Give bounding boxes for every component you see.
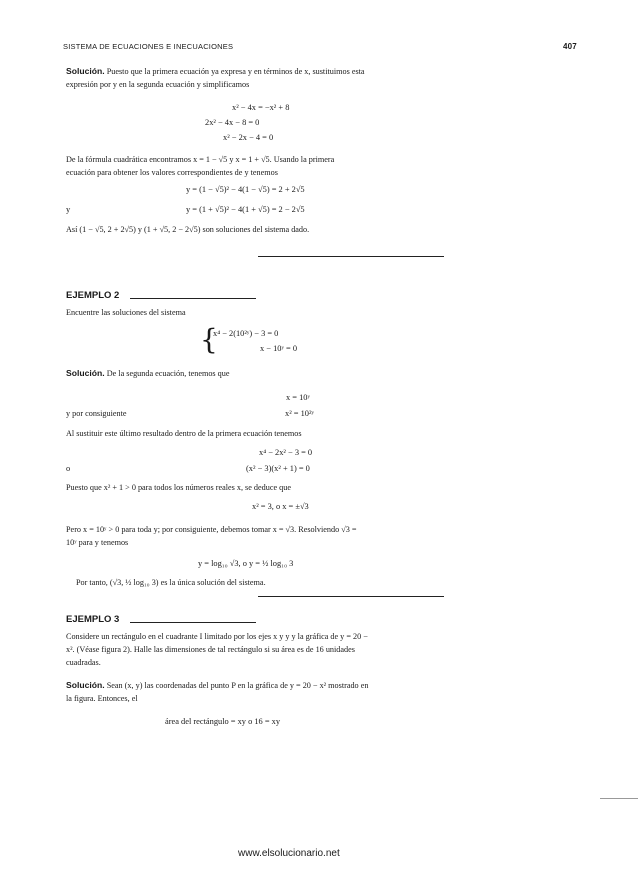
solution-label: Solución. (66, 66, 105, 76)
system-equation: x⁴ − 2(10²ʸ) − 3 = 0 (213, 329, 279, 338)
equation: x² − 2x − 4 = 0 (223, 133, 274, 142)
equation: área del rectángulo = xy o 16 = xy (165, 717, 281, 726)
paragraph-line: Al sustituir este último resultado dentro de la primera ecuación tenemos (66, 429, 302, 438)
equation: (x² − 3)(x² + 1) = 0 (246, 464, 310, 473)
solution-text: Sean (x, y) las coordenadas del punto P en la gráfica de y = 20 − x² mostrado en (106, 681, 369, 690)
example-heading: EJEMPLO 3 (66, 614, 120, 625)
system-equation: x − 10ʸ = 0 (260, 344, 298, 353)
conclusion-line: Así (1 − √5, 2 + 2√5) y (1 + √5, 2 − 2√5) son soluciones del sistema dado. (66, 225, 310, 234)
solution-paragraph-2 (66, 368, 229, 379)
paragraph-line: De la fórmula cuadrática encontramos x = 1 − √5 y x = 1 + √5. Usando la primera (66, 155, 335, 164)
paragraph-line: cuadradas. (66, 658, 101, 667)
solution-paragraph-3 (66, 680, 368, 691)
system-brace: { (200, 323, 218, 356)
page-number: 407 (563, 42, 577, 51)
solution-paragraph-1 (66, 66, 365, 77)
equation: x² − 4x = −x² + 8 (232, 103, 290, 112)
conclusion-line: Por tanto, (√3, ½ log₁₀ 3) es la única solución del sistema. (76, 578, 266, 587)
heading-rule (130, 622, 256, 623)
paragraph-line: Pero x = 10ʸ > 0 para toda y; por consiguiente, debemos tomar x = √3. Resolviendo √3 = (66, 525, 357, 534)
heading-rule (130, 298, 256, 299)
paragraph-line: 10ʸ para y tenemos (66, 538, 129, 547)
equation: x = 10ʸ (286, 393, 310, 402)
equation: x² = 10²ʸ (285, 409, 314, 418)
end-rule (258, 256, 444, 257)
example-heading: EJEMPLO 2 (66, 290, 120, 301)
equation: y = (1 + √5)² − 4(1 + √5) = 2 − 2√5 (186, 205, 305, 214)
end-rule (258, 596, 444, 597)
solution-label: Solución. (66, 680, 105, 690)
solution-text: Puesto que la primera ecuación ya expresa y en términos de x, sustituimos esta (106, 67, 365, 76)
solution-label: Solución. (66, 368, 105, 378)
running-header: SISTEMA DE ECUACIONES E INECUACIONES (63, 42, 234, 51)
equation: y = log₁₀ √3, o y = ½ log₁₀ 3 (198, 559, 294, 568)
conjunction-label: o (66, 464, 71, 473)
scan-edge-mark (600, 798, 638, 799)
paragraph-line: Considere un rectángulo en el cuadrante I limitado por los ejes x y y y la gráfica de y = 20 − (66, 632, 368, 641)
solution-text-line: expresión por y en la segunda ecuación y simplificamos (66, 80, 250, 89)
paragraph-line: la figura. Entonces, el (66, 694, 138, 703)
equation: x² = 3, o x = ±√3 (252, 502, 309, 511)
paragraph-line: Puesto que x² + 1 > 0 para todos los números reales x, se deduce que (66, 483, 291, 492)
equation: y = (1 − √5)² − 4(1 − √5) = 2 + 2√5 (186, 185, 305, 194)
paragraph-line: x². (Véase figura 2). Halle las dimensiones de tal rectángulo si su área es de 16 unidades (66, 645, 355, 654)
footer-url: www.elsolucionario.net (238, 848, 340, 859)
paragraph-line: y por consiguiente (66, 409, 127, 418)
conjunction-label: y (66, 205, 71, 214)
solution-text: De la segunda ecuación, tenemos que (106, 369, 230, 378)
equation: x⁴ − 2x² − 3 = 0 (259, 448, 313, 457)
equation: 2x² − 4x − 8 = 0 (205, 118, 260, 127)
paragraph-line: ecuación para obtener los valores correspondientes de y tenemos (66, 168, 278, 177)
paragraph-line: Encuentre las soluciones del sistema (66, 308, 186, 317)
